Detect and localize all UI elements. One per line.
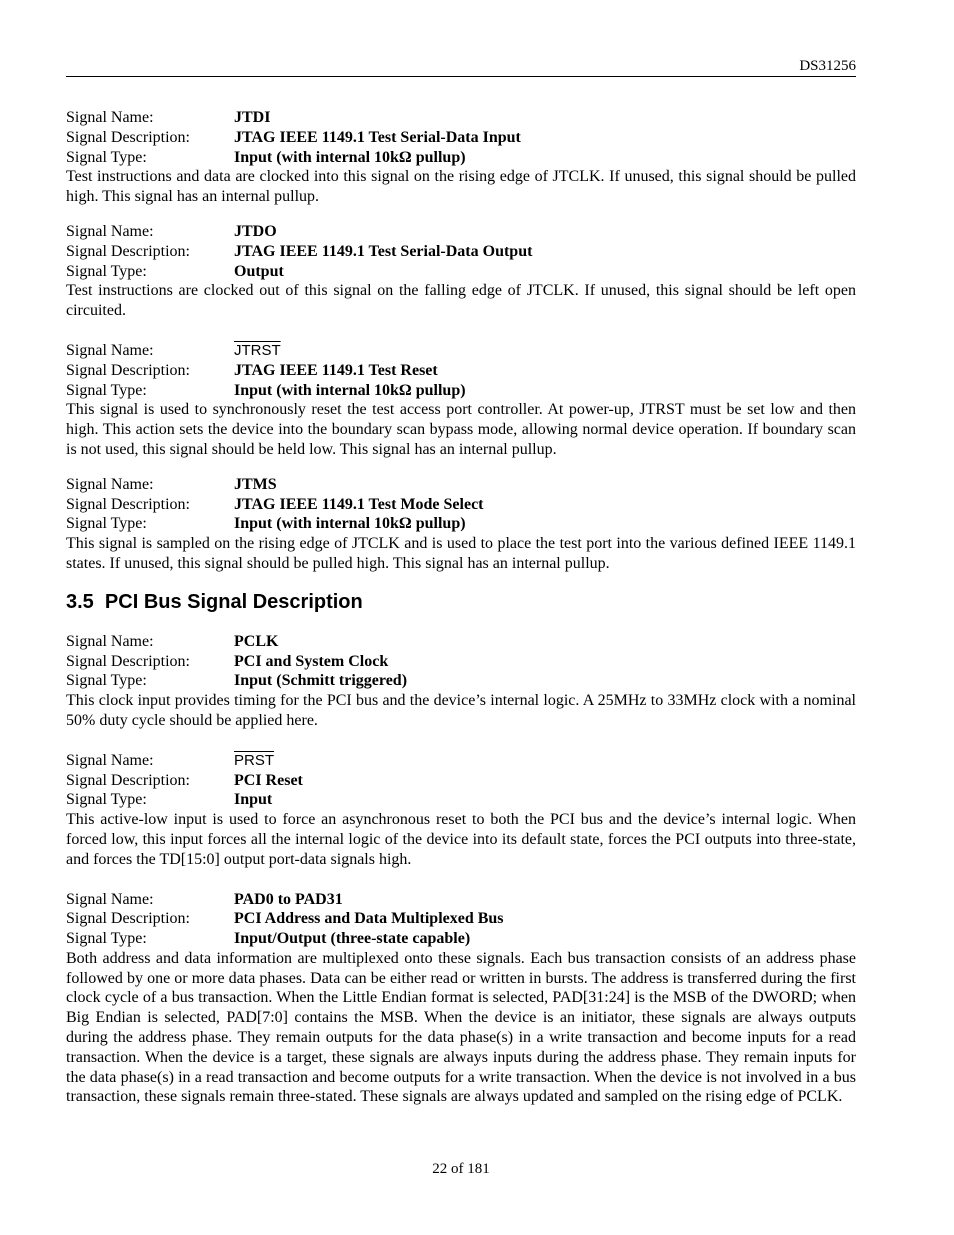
signal-name: PCLK [234,632,279,650]
signal-name-label: Signal Name: [66,341,154,359]
signal-description-label: Signal Description: [66,910,190,928]
signal-type: Input (with internal 10kΩ pullup) [234,381,466,399]
signal-description-label: Signal Description: [66,652,190,670]
signal-description: JTAG IEEE 1149.1 Test Serial-Data Output [234,242,533,260]
header-divider [66,76,856,77]
signal-name-label: Signal Name: [66,109,154,126]
signal-name: JTRST [234,341,281,359]
signal-text: Test instructions and data are clocked into this signal on the rising edge of JTCLK. If unused, this signal should be pulled high. This signal has an internal pullup. [66,168,856,206]
signal-name: PAD0 to PAD31 [234,890,343,908]
signal-type-label: Signal Type: [66,515,147,533]
signal-name-label: Signal Name: [66,222,154,240]
signal-type: Input (with internal 10kΩ pullup) [234,515,466,533]
signal-block-jtrst [66,341,856,460]
signal-type-label: Signal Type: [66,381,147,399]
signal-description: PCI and System Clock [234,652,389,670]
document-page [66,0,856,1235]
signal-type-label: Signal Type: [66,262,147,280]
signal-text: This active-low input is used to force an asynchronous reset to both the PCI bus and the device’s internal logic. When forced low, this input forces all the internal logic of the device into its default state, forces the PCI outputs into three-state, and forces the TD[15:0] output port-data signals high. [66,811,856,868]
signal-type: Input/Output (three-state capable) [234,930,471,948]
signal-name-label: Signal Name: [66,751,154,769]
signal-description-label: Signal Description: [66,771,190,789]
signal-type: Input (with internal 10kΩ pullup) [234,148,466,166]
signal-text: Both address and data information are multiplexed onto these signals. Each bus transaction consists of an address phase followed by one or more data phases. Data can be either read or written in bursts. The address is transferred during the first clock cycle of a bus transaction. When the Little Endian format is selected, PAD[31:24] is the MSB of the DWORD; when Big Endian is selected, PAD[7:0] contains the MSB. When the device is an initiator, these signals are always outputs during the address phase. They remain outputs for the data phase(s) in a write transaction and become inputs for a read transaction. When the device is a target, these signals are always inputs during the address phase. They remain inputs for the data phase(s) in a read transaction and become outputs for a write transaction. When the device is not involved in a bus transaction, these signals remain three-stated. These signals are always updated and sampled on the rising edge of PCLK. [66,949,856,1106]
signal-description-label: Signal Description: [66,361,190,379]
signal-type-label: Signal Type: [66,148,147,166]
signal-description: JTAG IEEE 1149.1 Test Reset [234,361,438,379]
signal-block-jtdo [66,222,856,321]
signal-name-label: Signal Name: [66,890,154,908]
signal-description-label: Signal Description: [66,495,190,513]
signal-type-label: Signal Type: [66,930,147,948]
signal-block-pad [66,890,856,1108]
signal-type-label: Signal Type: [66,672,147,690]
signal-type: Output [234,262,284,280]
signal-name: JTDI [234,109,271,126]
section-heading: 3.5 PCI Bus Signal Description [66,590,363,613]
signal-text: This clock input provides timing for the PCI bus and the device’s internal logic. A 25MHz to 33MHz clock with a nominal 50% duty cycle should be applied here. [66,692,856,729]
document-id: DS31256 [799,58,856,74]
signal-type-label: Signal Type: [66,791,147,809]
signal-description: PCI Reset [234,771,303,789]
signal-block-jtms [66,475,856,574]
signal-description-label: Signal Description: [66,242,190,260]
signal-name-label: Signal Name: [66,632,154,650]
signal-block-pclk [66,632,856,731]
signal-type: Input (Schmitt triggered) [234,672,408,690]
signal-block-prst [66,751,856,870]
signal-type: Input [234,791,273,809]
signal-name: PRST [234,751,275,769]
signal-name: JTDO [234,222,277,240]
signal-text: This signal is sampled on the rising edge of JTCLK and is used to place the test port into the various defined IEEE 1149.1 states. If unused, this signal should be pulled high. This signal has an internal pullup. [66,535,856,572]
signal-description-label: Signal Description: [66,128,190,146]
signal-name: JTMS [234,475,277,493]
signal-description: JTAG IEEE 1149.1 Test Serial-Data Input [234,128,521,146]
signal-block-jtdi [66,108,856,207]
signal-description: PCI Address and Data Multiplexed Bus [234,910,504,928]
signal-description: JTAG IEEE 1149.1 Test Mode Select [234,495,484,513]
page-number: 22 of 181 [432,1161,490,1177]
signal-text: Test instructions are clocked out of this signal on the falling edge of JTCLK. If unused, this signal should be left open circuited. [66,282,856,320]
signal-text: This signal is used to synchronously reset the test access port controller. At power-up, JTRST must be set low and then high. This action sets the device into the boundary scan bypass mode, allowing normal device operation. If boundary scan is not used, this signal should be held low. This signal has an internal pullup. [66,401,856,458]
page-content [66,108,856,1122]
signal-name-label: Signal Name: [66,475,154,493]
